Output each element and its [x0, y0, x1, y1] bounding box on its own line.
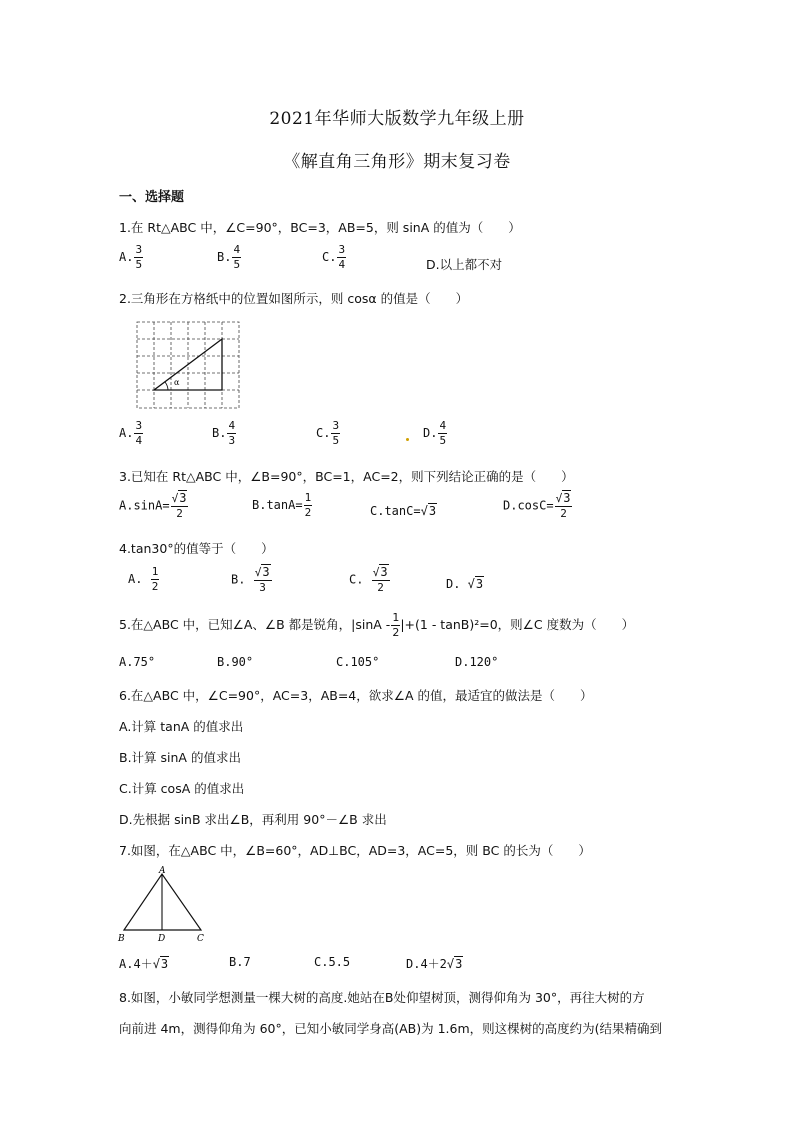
- question-8-line-1: 8.如图，小敏同学想测量一棵大树的高度.她站在B处仰望树顶，测得仰角为 30°，再往大树的方: [119, 990, 645, 1005]
- q2-option-c: C. $\frac{3}{5}$: [316, 419, 340, 447]
- triangle-abc-figure: [115, 864, 215, 946]
- q3-option-d: D.cosC= $\frac{√3}{2}$: [503, 491, 571, 520]
- q3-option-c: C.tanC=√3: [370, 504, 437, 518]
- q4-option-b: B. $\frac{√3}{3}$: [231, 565, 270, 594]
- label-d: D: [158, 934, 166, 944]
- q1-option-b: B. $\frac{4}{5}$: [217, 243, 241, 271]
- question-6: 6.在△ABC 中，∠C=90°，AC=3，AB=4，欲求∠A 的值，最适宜的做法是（ ）: [119, 688, 593, 703]
- section-heading: 一、选择题: [119, 190, 185, 205]
- page-subtitle: 《解直角三角形》期末复习卷: [283, 152, 511, 172]
- q4-option-c: C. $\frac{√3}{2}$: [349, 565, 388, 594]
- q4-option-d: D. √3: [446, 577, 484, 591]
- alpha-label: α: [174, 378, 180, 387]
- q6-option-a: A.计算 tanA 的值求出: [119, 719, 244, 734]
- q6-option-d: D.先根据 sinB 求出∠B，再利用 90°－∠B 求出: [119, 812, 387, 827]
- q5-option-d: D.120°: [455, 655, 499, 669]
- q7-option-a: A.4＋√3: [119, 957, 169, 971]
- q6-option-c: C.计算 cosA 的值求出: [119, 781, 245, 796]
- question-8-line-2: 向前进 4m，测得仰角为 60°，已知小敏同学身高(AB)为 1.6m，则这棵树的高度约为(结果精确到: [119, 1021, 663, 1036]
- q3-option-a: A.sinA= $\frac{√3}{2}$: [119, 491, 187, 520]
- q7-option-d: D.4＋2√3: [406, 957, 463, 971]
- q5-option-c: C.105°: [336, 655, 380, 669]
- label-a: A: [159, 866, 166, 876]
- question-5: 5.在△ABC 中，已知∠A、∠B 都是锐角，|sinA - $\frac{1}{2}$ |+(1 - tanB)²=0，则∠C 度数为（ ）: [119, 611, 635, 639]
- question-1: 1.在 Rt△ABC 中，∠C=90°，BC=3，AB=5，则 sinA 的值为（ ）: [119, 220, 521, 235]
- q2-option-a: A. $\frac{3}{4}$: [119, 419, 143, 447]
- q1-option-c: C. $\frac{3}{4}$: [322, 243, 346, 271]
- q7-option-c: C.5.5: [314, 955, 351, 969]
- q6-option-b: B.计算 sinA 的值求出: [119, 750, 241, 765]
- q7-option-b: B.7: [229, 955, 251, 969]
- q4-option-a: A. $\frac{1}{2}$: [128, 565, 159, 593]
- question-2: 2.三角形在方格纸中的位置如图所示，则 cosα 的值是（ ）: [119, 291, 469, 306]
- q2-option-d: D. $\frac{4}{5}$: [423, 419, 447, 447]
- grid-triangle-figure: [134, 318, 242, 412]
- q2-option-b: B. $\frac{4}{3}$: [212, 419, 236, 447]
- q3-option-b: B.tanA= $\frac{1}{2}$: [252, 491, 312, 519]
- label-c: C: [197, 934, 204, 944]
- page-title: 2021年华师大版数学九年级上册: [269, 109, 525, 129]
- question-3: 3.已知在 Rt△ABC 中，∠B=90°，BC=1，AC=2，则下列结论正确的是（ ）: [119, 469, 574, 484]
- question-7: 7.如图，在△ABC 中，∠B=60°，AD⊥BC，AD=3，AC=5，则 BC 的长为（ ）: [119, 843, 591, 858]
- q1-option-a: A. $\frac{3}{5}$: [119, 243, 143, 271]
- label-b: B: [118, 934, 125, 944]
- q5-option-a: A.75°: [119, 655, 156, 669]
- question-4: 4.tan30°的值等于（ ）: [119, 541, 274, 556]
- q5-option-b: B.90°: [217, 655, 254, 669]
- stray-dot: [406, 438, 409, 441]
- q1-option-d: D.以上都不对: [426, 257, 503, 272]
